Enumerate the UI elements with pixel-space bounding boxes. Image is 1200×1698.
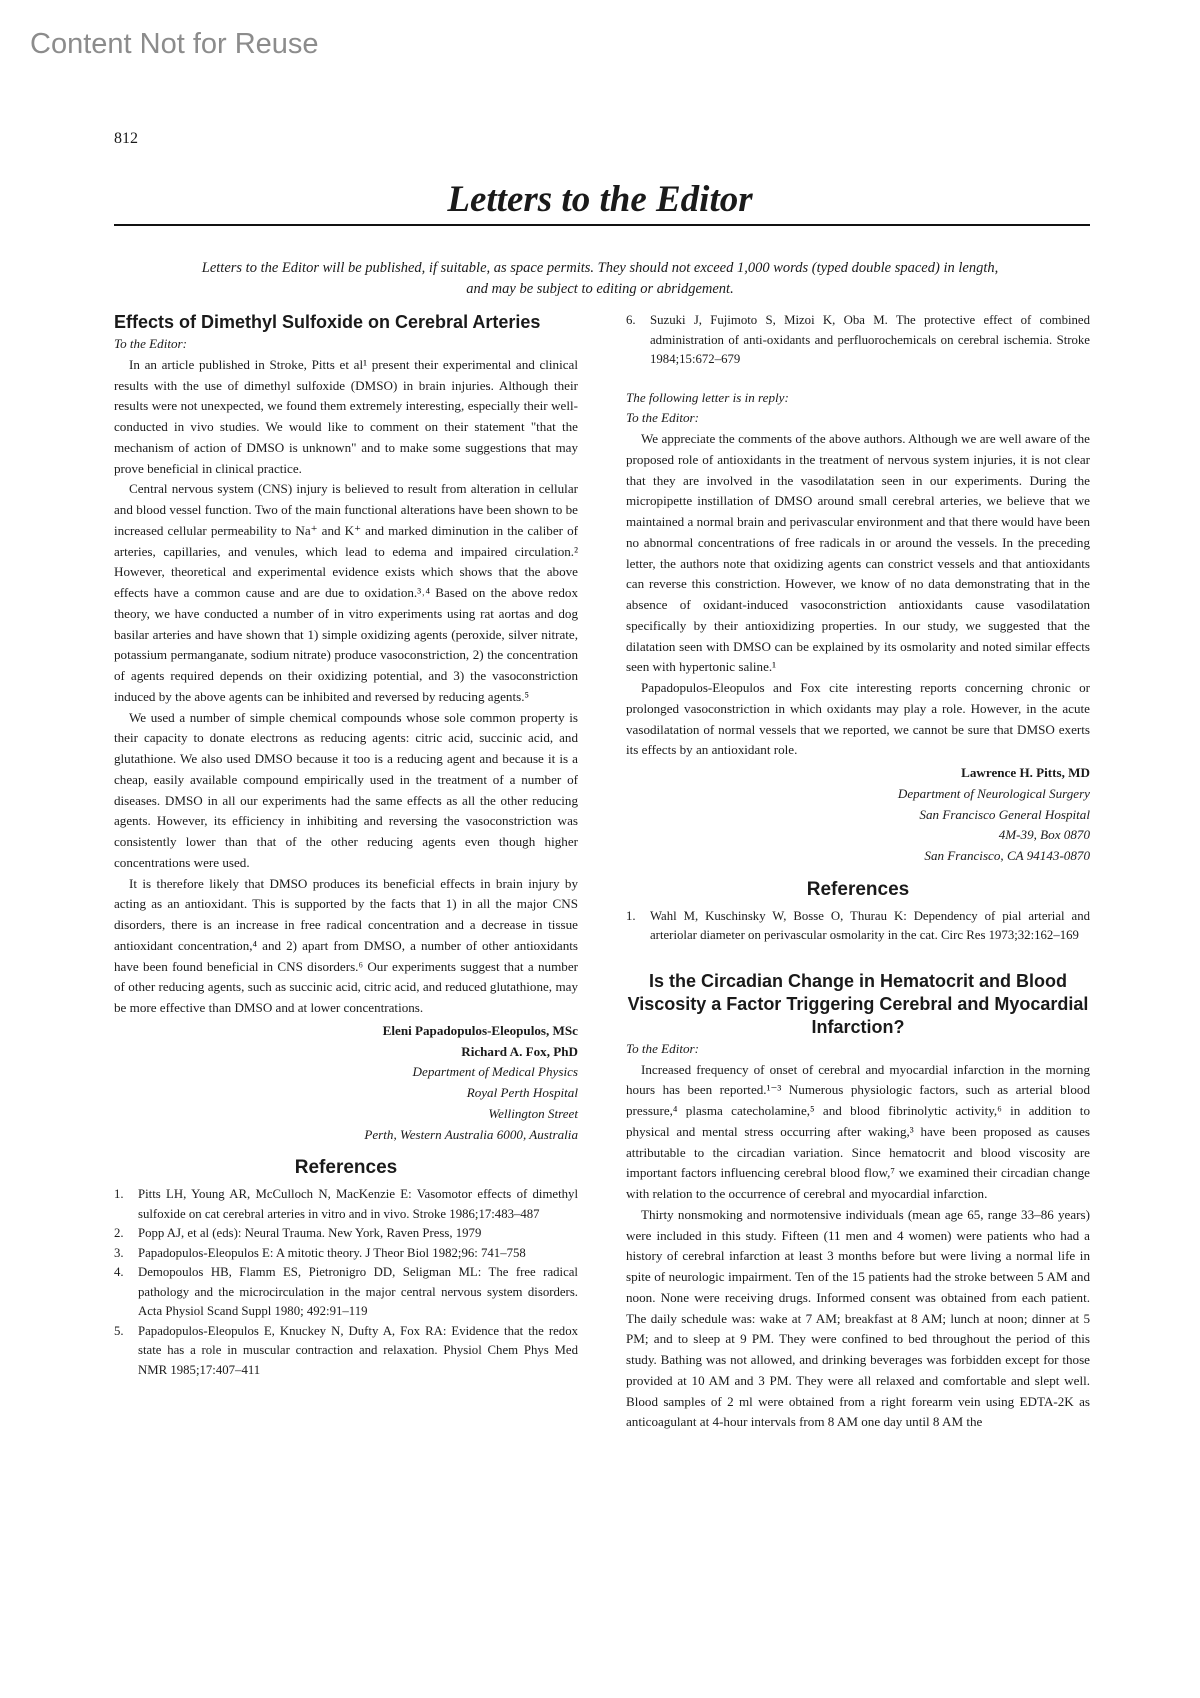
reference-text: Demopoulos HB, Flamm ES, Pietronigro DD, Seligman ML: The free radical pathology and the microcirculation in the major central nervous system disorders. Acta Physiol Scand Suppl 1980; 492:91–119 — [138, 1265, 578, 1319]
letter-title: Effects of Dimethyl Sulfoxide on Cerebral Arteries — [114, 312, 541, 332]
author-affiliation: Department of Medical Physics — [412, 1064, 578, 1080]
left-column — [114, 311, 578, 1380]
salutation: To the Editor: — [626, 1040, 699, 1056]
reference-number: 3. — [114, 1245, 124, 1260]
section-title: Letters to the Editor — [447, 179, 753, 220]
reference-item — [114, 1322, 578, 1381]
author-affiliation: Perth, Western Australia 6000, Australia — [364, 1126, 578, 1142]
reference-number: 1. — [626, 908, 636, 923]
letter-title: Is the Circadian Change in Hematocrit and Blood Viscosity a Factor Triggering Cerebral and Myocardial Infarction? — [627, 970, 1089, 1037]
right-column — [626, 311, 1090, 1433]
author-affiliation: Department of Neurological Surgery — [897, 785, 1090, 801]
author-affiliation: Wellington Street — [488, 1105, 578, 1121]
body-paragraph: Thirty nonsmoking and normotensive individuals (mean age 65, range 33–86 years) were included in this study. Fifteen (11 men and 4 women) were patients who had a history of cerebral infarction at least 3 months before but were living a normal life in spite of neurologic impairment. Ten of the 15 patients had the stroke between 5 AM and noon. None were receiving drugs. Informed consent was obtained from each patient. The daily schedule was: wake at 7 AM; breakfast at 8 AM; lunch at noon; dinner at 5 PM; and to sleep at 9 PM. They were confined to bed throughout the period of this study. Bathing was not allowed, and drinking beverages was forbidden except for those provided at 10 AM and 3 PM. They were all relaxed and comfortable and slept well. Blood samples of 2 ml were obtained from a right forearm vein using EDTA-2K as anticoagulant at 4-hour intervals from 8 AM one day until 8 AM the — [626, 1206, 1090, 1430]
body-paragraph: It is therefore likely that DMSO produces its beneficial effects in brain injury by acting as an antioxidant. This is supported by the facts that 1) in all the major CNS disorders, there is an increase in free radical concentration and a decrease in tissue antioxidant concentration,⁴ and 2) apart from DMSO, a number of other antioxidants have been found beneficial in CNS disorders.⁶ Our experiments suggest that a number of other reducing agents, such as succinic acid, citric acid, and reduced glutathione, may be more effective than DMSO and at lower concentrations. — [114, 875, 578, 1015]
reference-number: 1. — [114, 1187, 124, 1202]
reference-list — [114, 1185, 578, 1380]
section-gap — [626, 946, 1090, 970]
title-divider — [114, 224, 1090, 226]
author-signature — [626, 763, 1090, 867]
author-affiliation: San Francisco General Hospital — [919, 806, 1090, 822]
reference-text: Papadopulos-Eleopulos E: A mitotic theory. J Theor Biol 1982;96: 741–758 — [138, 1245, 526, 1260]
author-affiliation: Royal Perth Hospital — [466, 1085, 578, 1100]
reference-item — [114, 1224, 578, 1244]
body-paragraph: We appreciate the comments of the above authors. Although we are well aware of the proposed role of antioxidants in the treatment of nervous system injuries, it is not clear that they are involved in the vasodilatation seen in our experiments. During the micropipette instillation of DMSO around small cerebral arteries, we believe that we maintained a normal brain and perivascular environment and that there would have been no abnormal concentrations of free radicals in or around the vessels. In the preceding letter, the authors note that oxidizing agents can constrict vessels and that antioxidants can reverse this constriction. However, we know of no data demonstrating that in the absence of oxidant-induced vasoconstriction antioxidants cause vasodilatation specifically by their antioxidizing properties. In our study, we suggested that the dilatation seen with DMSO can be explained by its osmolarity and noted similar effects seen with hypertonic saline.¹ — [626, 431, 1090, 675]
author-affiliation: San Francisco, CA 94143-0870 — [924, 848, 1090, 863]
reference-text: Suzuki J, Fujimoto S, Mizoi K, Oba M. The protective effect of combined administration of anti-oxidants and perfluorochemicals on cerebral ischemia. Stroke 1984;15:672–679 — [650, 313, 1090, 366]
reply-intro: The following letter is in reply: — [626, 389, 789, 405]
author-name: Eleni Papadopulos-Eleopulos, MSc — [382, 1022, 578, 1038]
reference-number: 5. — [114, 1323, 124, 1338]
references-heading: References — [294, 1157, 398, 1179]
reference-text: Wahl M, Kuschinsky W, Bosse O, Thurau K: Dependency of pial arterial and arteriolar diameter on perivascular osmolarity in the cat. Circ Res 1973;32:162–169 — [650, 908, 1090, 943]
body-paragraph: We used a number of simple chemical compounds whose sole common property is their capacity to donate electrons as reducing agents: citric acid, succinic acid, and glutathione. We also used DMSO because it too is a reducing agent and because it is a cheap, easily available compound empirically used in the treatment of a number of diseases. DMSO in all our experiments had the same effects as all the other reducing agents. However, its efficiency in inhibiting and reversing the vasoconstriction was consistently lower than that of the other reducing agents even though higher concentrations were used. — [114, 709, 578, 870]
author-name: Lawrence H. Pitts, MD — [961, 765, 1090, 780]
body-paragraph: Increased frequency of onset of cerebral and myocardial infarction in the morning hours has been reported.¹⁻³ Numerous physiologic factors, such as arterial blood pressure,⁴ plasma catecholamine,⁵ and blood fibrinolytic activity,⁶ in addition to physical and mental stress occurring after waking,³ have been proposed as causes attributable to the circadian variation. Since hematocrit and blood viscosity are important factors influencing cerebral blood flow,⁷ we examined their circadian change with relation to the occurrence of cerebral and myocardial infarction. — [626, 1061, 1090, 1201]
reference-text: Papadopulos-Eleopulos E, Knuckey N, Dufty A, Fox RA: Evidence that the redox state has a role in muscular contraction and relaxation. Physiol Chem Phys Med NMR 1985;17:407–411 — [138, 1323, 578, 1377]
watermark: Content Not for Reuse — [30, 28, 319, 60]
reference-text: Popp AJ, et al (eds): Neural Trauma. New York, Raven Press, 1979 — [138, 1226, 482, 1241]
reference-item — [114, 1185, 578, 1224]
reference-list — [626, 907, 1090, 946]
author-signature — [114, 1021, 578, 1146]
reference-number: 6. — [626, 313, 636, 327]
reference-item — [114, 1244, 578, 1264]
references-heading: References — [806, 878, 910, 900]
author-affiliation: 4M-39, Box 0870 — [998, 827, 1090, 843]
reference-item — [626, 311, 1090, 370]
reference-number: 4. — [114, 1265, 124, 1280]
editorial-note: Letters to the Editor will be published, if suitable, as space permits. They should not exceed 1,000 words (typed double spaced) in length, and may be subject to editing or abridgement. — [201, 260, 999, 297]
body-paragraph: In an article published in Stroke, Pitts et al¹ present their experimental and clinical results with the use of dimethyl sulfoxide (DMSO) in brain injuries. Although their results were not unexpected, we found them extremely interesting, especially their well-conducted in vivo studies. We would like to comment on their statement "that the mechanism of action of DMSO is unknown" and to make some suggestions that may prove beneficial in clinical practice. — [114, 356, 578, 476]
reference-text: Pitts LH, Young AR, McCulloch N, MacKenzie E: Vasomotor effects of dimethyl sulfoxide on cat cerebral arteries in vitro and in vivo. Stroke 1986;17:483–487 — [138, 1187, 578, 1221]
reference-item — [626, 907, 1090, 946]
author-name: Richard A. Fox, PhD — [461, 1043, 578, 1059]
salutation: To the Editor: — [114, 336, 187, 351]
body-paragraph: Papadopulos-Eleopulos and Fox cite interesting reports concerning chronic or prolonged vasoconstriction in which oxidants may play a role. However, in the acute vasodilatation of normal vessels that we reported, we cannot be sure that DMSO exerts its effects by an antioxidant role. — [626, 680, 1090, 758]
reference-list-continued — [626, 311, 1090, 370]
page-number: 812 — [114, 130, 138, 147]
reference-number: 2. — [114, 1226, 124, 1241]
salutation: To the Editor: — [626, 410, 699, 426]
reference-item — [114, 1263, 578, 1322]
body-paragraph: Central nervous system (CNS) injury is believed to result from alteration in cellular and blood vessel function. Two of the main functional alterations have been shown to be increased cellular permeability to Na⁺ and K⁺ and marked diminution in the caliber of arteries, capillaries, and venules, which lead to edema and impaired circulation.² However, theoretical and experimental evidence exists which shows that the above effects have a common cause and are due to oxidation.³˒⁴ Based on the above redox theory, we have conducted a number of in vitro experiments using rat aortas and dog basilar arteries and have shown that 1) simple oxidizing agents (peroxide, silver nitrate, potassium permanganate, sodium nitrate) produce vasoconstriction, 2) the concentration of agents required depends on their oxidizing potential, and 3) the vasoconstriction induced by the above agents can be inhibited and reversed by reducing agents.⁵ — [114, 481, 578, 704]
